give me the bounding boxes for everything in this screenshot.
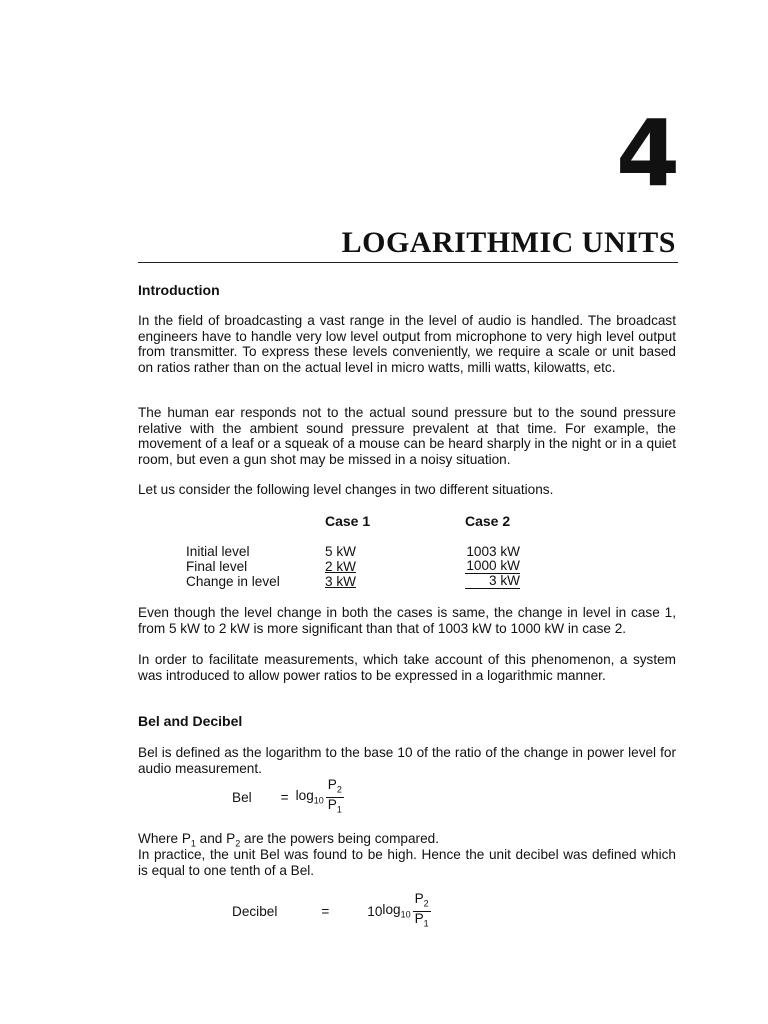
intro-paragraph-2: The human ear responds not to the actual sound pressure but to the sound pressure relative with the ambient sound pressure prevalent at that time. For example, the movement of a leaf or a squeak of a mouse can be heard sharply in the night or in a quiet room, but even a gun shot may be missed in a noisy situation. (138, 405, 676, 467)
table-cell: 1000 kW (466, 558, 520, 573)
formula-fraction (326, 778, 344, 816)
bel-paragraph-1: Bel is defined as the logarithm to the base 10 of the ratio of the change in power level for audio measurement. (138, 745, 676, 776)
table-cell: 2 kW (325, 559, 356, 574)
formula-base: 10 (313, 795, 324, 806)
where-subscript-1: 1 (190, 838, 196, 849)
formula-coefficient: 10 (367, 903, 383, 919)
numerator-subscript: 2 (336, 784, 342, 795)
denominator-subscript: 1 (423, 918, 429, 929)
chapter-number: 4 (615, 100, 680, 207)
formula-log: log (382, 902, 401, 918)
formula-lhs: Bel (232, 789, 252, 805)
intro-paragraph-3: Let us consider the following level changes in two different situations. (138, 482, 554, 497)
fraction-denominator: P (414, 910, 424, 926)
formula-equals: = (280, 789, 289, 805)
denominator-subscript: 1 (336, 804, 342, 815)
where-text-c: are the powers being compared. (240, 831, 439, 846)
table-header-case2: Case 2 (465, 513, 511, 529)
bel-paragraph-2: In practice, the unit Bel was found to be high. Hence the unit decibel was defined which is equal to one tenth of a Bel. (138, 847, 676, 878)
where-text-b: and P (195, 831, 236, 846)
formula-base: 10 (400, 909, 411, 920)
table-row-label: Initial level (186, 544, 250, 559)
after-table-paragraph-2: In order to facilitate measurements, which take account of this phenomenon, a system was introduced to allow power ratios to be expressed in a logarithmic manner. (138, 652, 676, 683)
table-row-label: Change in level (186, 574, 280, 589)
intro-paragraph-1: In the field of broadcasting a vast range in the level of audio is handled. The broadcast engineers have to handle very low level output from microphone to very high level output from transmitter. To express these levels conveniently, we require a scale or unit based on ratios rather than on the actual level in micro watts, milli watts, kilowatts, etc. (138, 313, 676, 375)
formula-fraction (413, 892, 431, 930)
bel-heading: Bel and Decibel (138, 713, 243, 729)
fraction-denominator: P (327, 796, 337, 812)
formula-log: log (295, 788, 314, 804)
title-divider (138, 262, 678, 263)
fraction-numerator: P (414, 890, 424, 906)
table-header-case1: Case 1 (325, 513, 371, 529)
table-cell: 1003 kW (466, 544, 520, 559)
where-subscript-2: 2 (235, 838, 241, 849)
formula-lhs: Decibel (232, 903, 278, 919)
formula-equals: = (321, 903, 330, 919)
chapter-title: LOGARITHMIC UNITS (341, 226, 676, 259)
bel-formula (232, 776, 344, 815)
decibel-formula (232, 890, 431, 929)
table-row-label: Final level (186, 559, 248, 574)
intro-heading: Introduction (138, 282, 220, 298)
table-cell: 5 kW (325, 544, 356, 559)
where-text-a: Where P (138, 831, 191, 846)
after-table-paragraph-1: Even though the level change in both the cases is same, the change in level in case 1, from 5 kW to 2 kW is more significant than that of 1003 kW to 1000 kW in case 2. (138, 605, 676, 636)
fraction-numerator: P (327, 776, 337, 792)
numerator-subscript: 2 (423, 898, 429, 909)
table-cell: 3 kW (465, 574, 520, 589)
table-cell: 3 kW (325, 574, 356, 589)
